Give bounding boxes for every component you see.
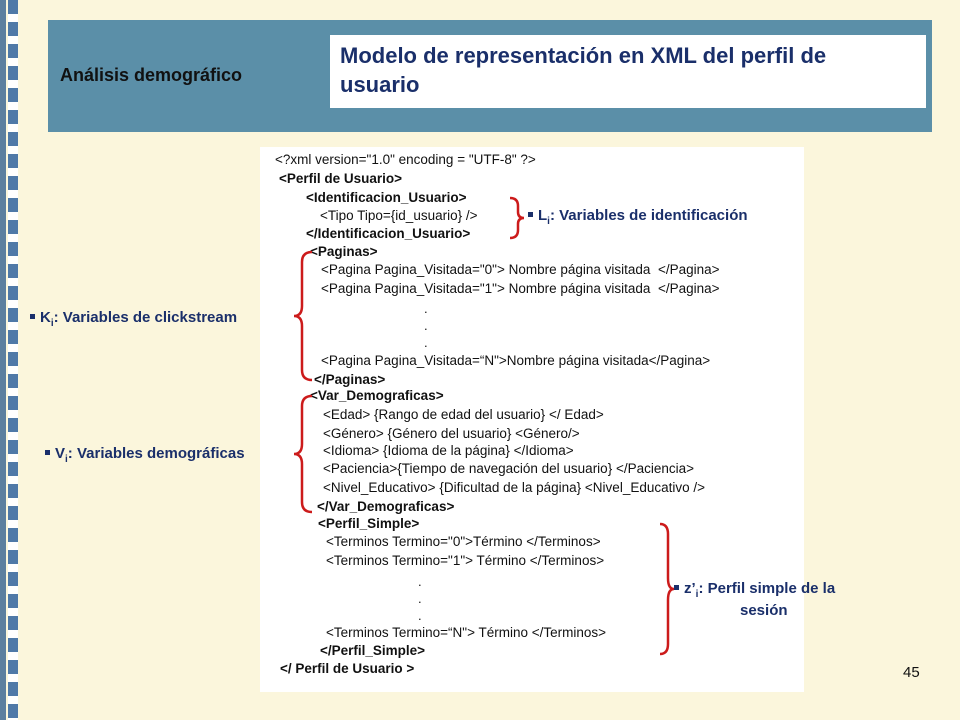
slide-title: Modelo de representación en XML del perfil de usuario [340,43,827,97]
bullet-icon [45,450,50,455]
bullet-icon [30,314,35,319]
ellipsis-dot: . [418,608,422,623]
xml-declaration: <?xml version="1.0" encoding = "UTF-8" ?> [275,152,536,167]
left-stripe-dark [0,0,6,720]
section-label: Análisis demográfico [60,65,243,85]
left-stripe-pattern [8,0,18,720]
brace-demograficas [292,394,314,514]
xml-line-pagina-1: <Pagina Pagina_Visitada="1"> Nombre página visitada </Pagina> [321,281,720,296]
xml-line-termino-n: <Terminos Termino=“N"> Término </Terminos> [326,625,607,640]
annotation-vi-text: : Variables demográficas [67,445,245,462]
annotation-zi [674,580,835,600]
xml-line-pagina-n: <Pagina Pagina_Visitada=“N">Nombre página visitada</Pagina> [321,353,711,368]
xml-line-var-demograficas-open: <Var_Demograficas> [310,388,444,403]
annotation-zi-line2: sesión [740,602,788,619]
annotation-li-letter: L [538,207,548,224]
ellipsis-dot: . [424,335,428,350]
annotation-zi-sub: i [695,589,699,600]
xml-line-paciencia: <Paciencia>{Tiempo de navegación del usuario} </Paciencia> [323,461,695,476]
slide-header [48,20,932,132]
annotation-vi [45,445,245,465]
xml-line-nivel-educativo: <Nivel_Educativo> {Dificultad de la página} <Nivel_Educativo /> [323,480,705,495]
annotation-ki-text: : Variables de clickstream [53,309,238,326]
xml-panel [260,147,804,692]
xml-line-identificacion-open: <Identificacion_Usuario> [306,190,467,205]
xml-line-identificacion-close: </Identificacion_Usuario> [306,226,471,241]
xml-line-tipo: <Tipo Tipo={id_usuario} /> [320,208,478,223]
xml-line-perfil-open: <Perfil de Usuario> [279,171,403,186]
title-box [330,35,926,108]
annotation-li-text: : Variables de identificación [549,207,748,224]
ellipsis-dot: . [418,591,422,606]
bullet-icon [528,212,533,217]
page-number: 45 [903,664,920,681]
xml-line-perfil-simple-open: <Perfil_Simple> [318,516,420,531]
xml-line-idioma: <Idioma> {Idioma de la página} </Idioma> [323,443,574,458]
xml-line-termino-0: <Terminos Termino="0">Término </Terminos> [326,534,601,549]
ellipsis-dot: . [424,301,428,316]
xml-line-paginas-close: </Paginas> [314,372,386,387]
brace-clickstream [292,250,314,382]
xml-line-perfil-simple-close: </Perfil_Simple> [320,643,426,658]
brace-perfil-simple [656,522,676,656]
xml-line-termino-1: <Terminos Termino="1"> Término </Terminos> [326,553,605,568]
xml-line-edad: <Edad> {Rango de edad del usuario} </ Edad> [323,407,604,422]
annotation-zi-letter: z’ [684,580,696,597]
xml-line-paginas-open: <Paginas> [310,244,378,259]
xml-line-genero: <Género> {Género del usuario} <Género/> [323,426,580,441]
annotation-ki [30,309,237,329]
ellipsis-dot: . [418,574,422,589]
xml-line-pagina-0: <Pagina Pagina_Visitada="0"> Nombre página visitada </Pagina> [321,262,720,277]
annotation-vi-letter: V [55,445,66,462]
bullet-icon [674,585,679,590]
annotation-li-sub: i [547,216,550,227]
annotation-li [528,207,748,227]
brace-identificacion [506,196,526,240]
annotation-vi-sub: i [65,454,68,465]
xml-line-perfil-close: </ Perfil de Usuario > [280,661,415,676]
ellipsis-dot: . [424,318,428,333]
annotation-ki-sub: i [50,318,54,329]
left-decoration [0,0,18,720]
annotation-ki-letter: K [40,309,51,326]
xml-line-var-demograficas-close: </Var_Demograficas> [317,499,455,514]
annotation-zi-text: : Perfil simple de la [698,580,836,597]
